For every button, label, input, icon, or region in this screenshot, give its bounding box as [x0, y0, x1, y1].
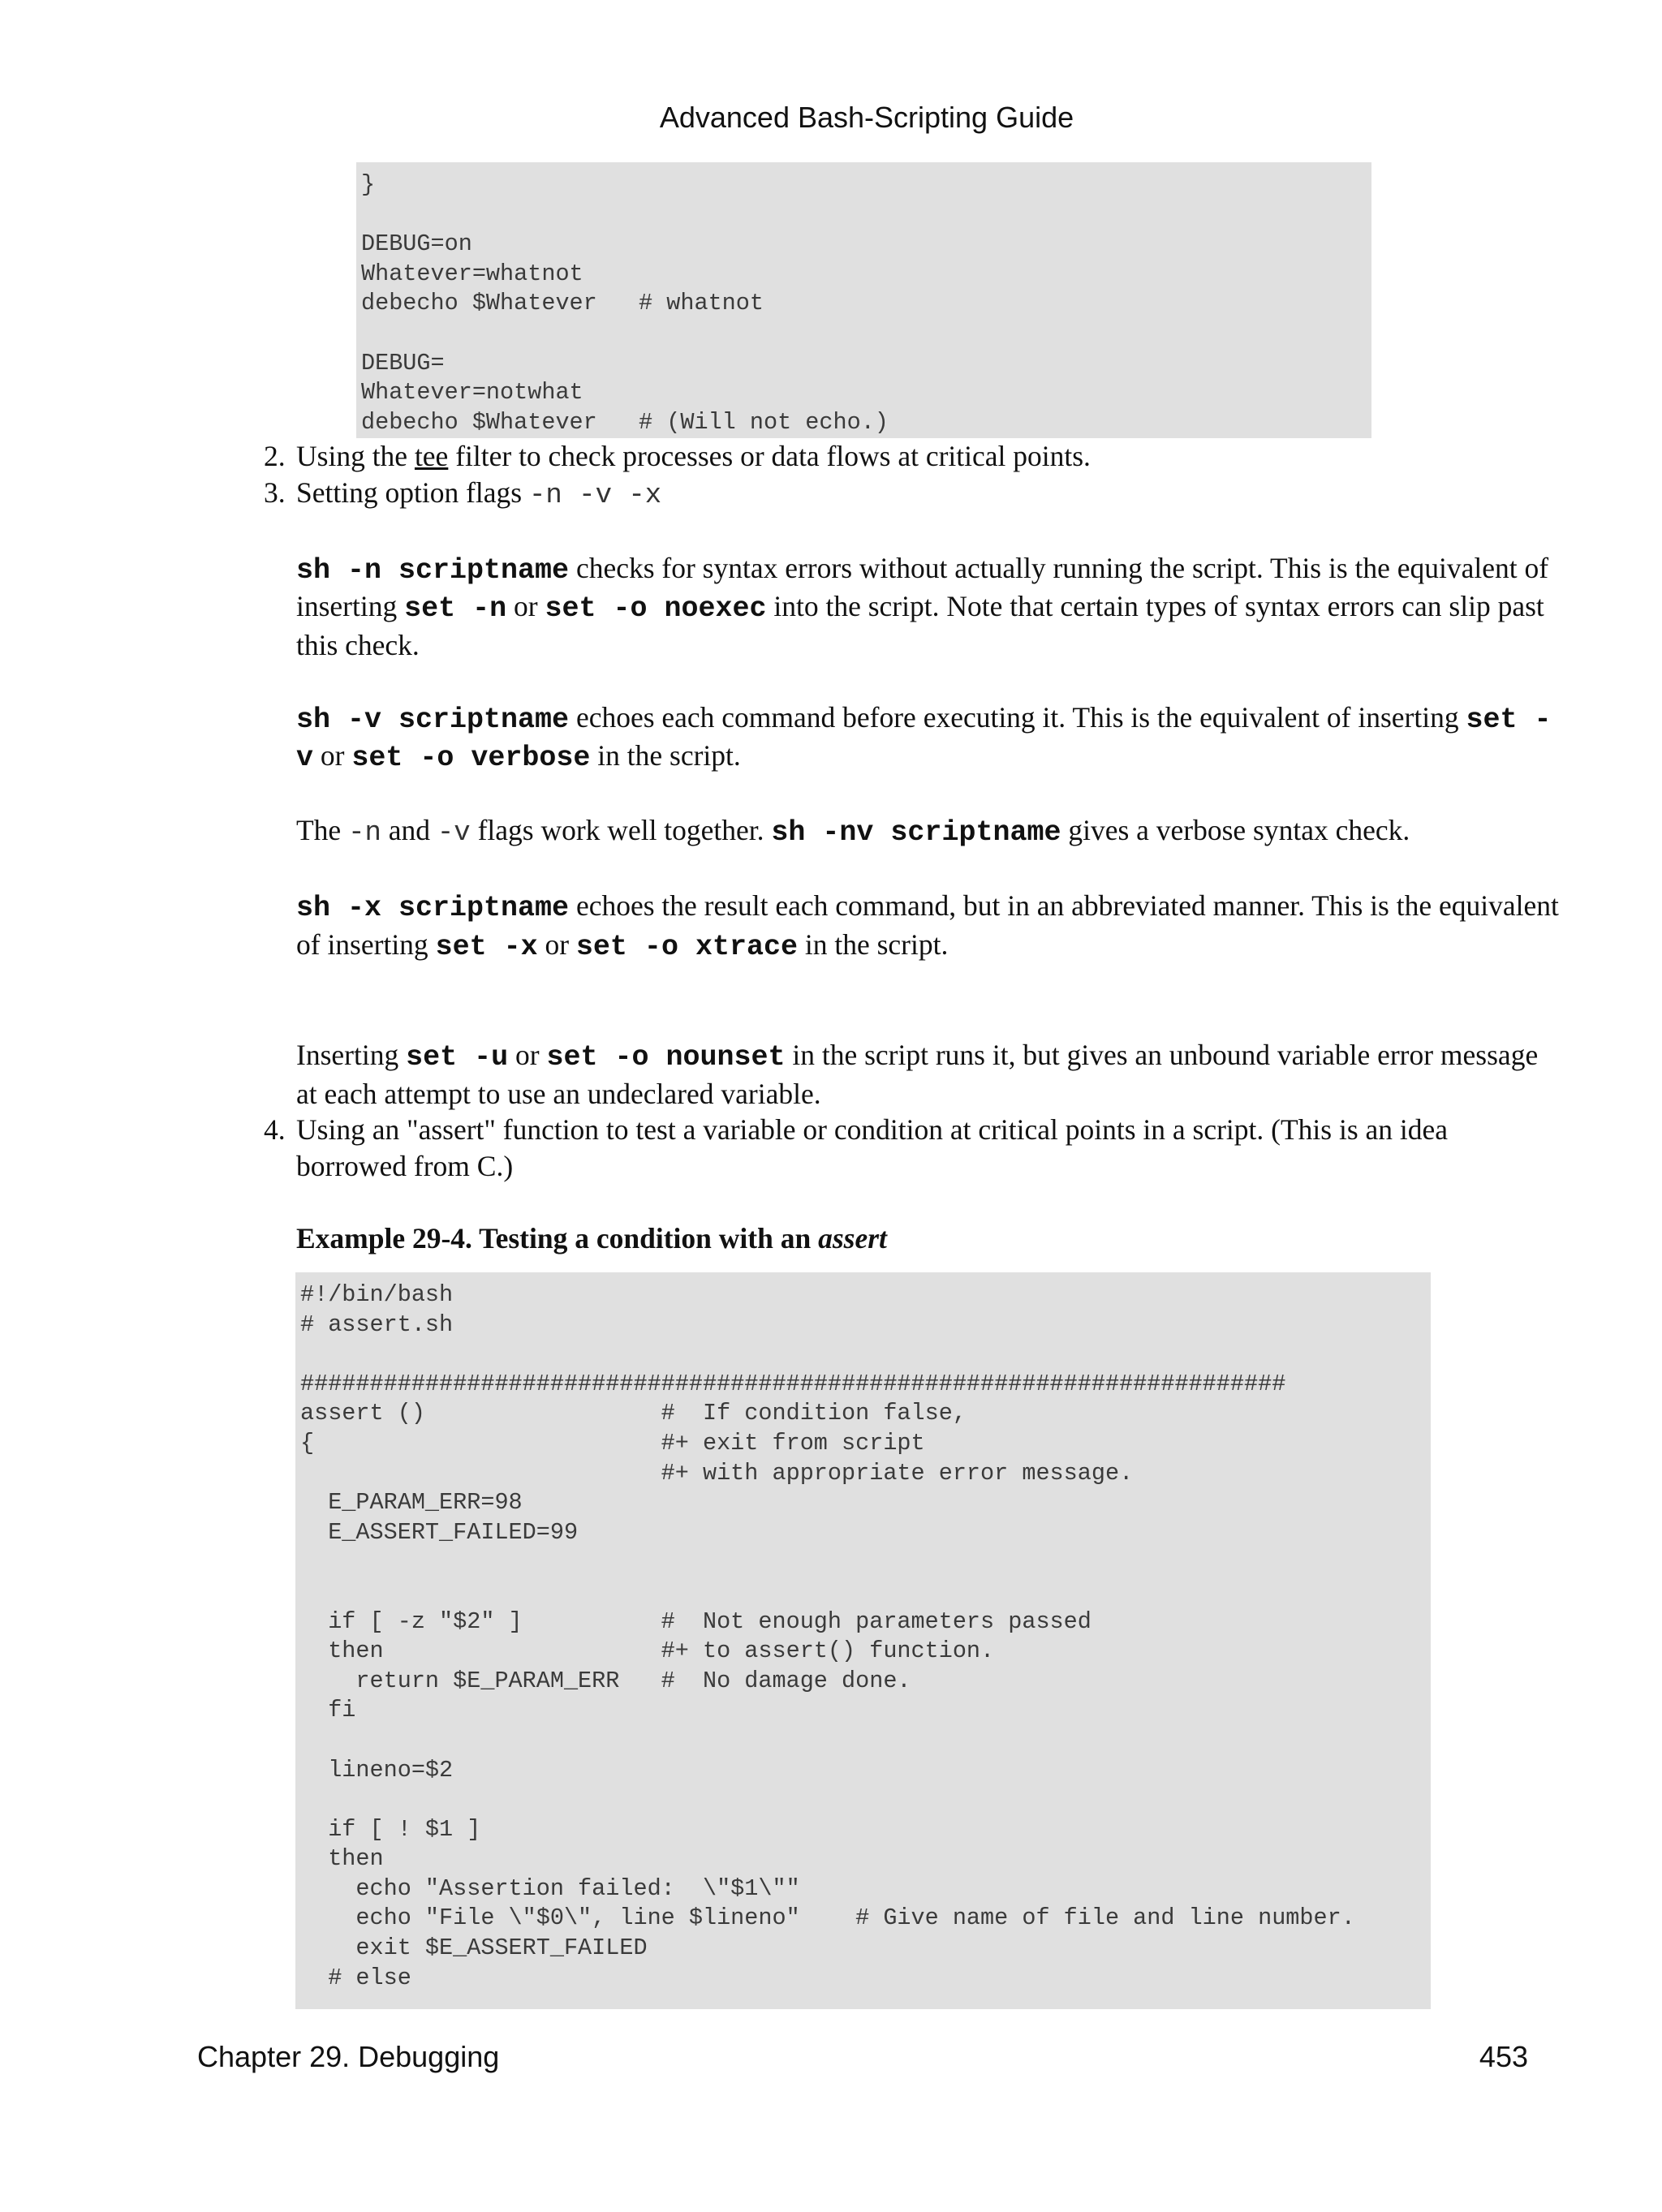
footer-chapter: Chapter 29. Debugging [197, 2040, 500, 2073]
text: in the script runs it, but gives an unbound variable error message at each attempt to use an undeclared variable. [296, 1039, 1539, 1110]
text: The [296, 814, 349, 846]
list-item-4 [264, 1112, 1562, 1256]
text: echoes the result each command, but in an abbreviated manner. This is the equivalent of inserting [296, 889, 1559, 961]
footer-page-number: 453 [1479, 2040, 1528, 2073]
item-intro [296, 475, 1562, 514]
command: set -o verbose [351, 742, 591, 774]
tee-link[interactable]: tee [414, 440, 449, 472]
command: set -v [296, 703, 1552, 774]
running-header: Advanced Bash-Scripting Guide [659, 101, 1074, 134]
text: or [506, 590, 545, 622]
text: or [508, 1039, 547, 1071]
text: in the script. [590, 739, 741, 772]
text: flags work well together. [470, 814, 772, 846]
item-text: filter to check processes or data flows at critical points. [448, 440, 1091, 472]
paragraph-set-u [296, 1037, 1562, 1112]
text: gives a verbose syntax check. [1061, 814, 1410, 846]
command: sh -nv scriptname [771, 816, 1061, 849]
text: into the script. Note that certain types of syntax errors can slip past this check. [296, 590, 1544, 661]
item-text: Using the [296, 440, 415, 472]
spacer [296, 965, 1562, 1001]
list-number: 3. [264, 476, 286, 509]
command: sh -x scriptname [296, 892, 570, 924]
command: sh -n scriptname [296, 553, 570, 587]
text: Inserting [296, 1039, 407, 1071]
intro-text: Setting option flags [296, 476, 529, 509]
option-flags: -n -v -x [528, 480, 662, 511]
command: set -n [404, 592, 507, 625]
paragraph-sh-nv [296, 812, 1562, 852]
flag: -n [348, 818, 381, 849]
command: set -u [406, 1041, 509, 1074]
command: set -o xtrace [575, 930, 798, 963]
text: in the script. [797, 927, 949, 961]
command: sh -v scriptname [296, 703, 570, 736]
list-item-2 [264, 438, 1562, 475]
text: and [381, 814, 437, 846]
paragraph-sh-n [296, 550, 1562, 664]
text: or [313, 739, 352, 772]
code-block-debecho: } DEBUG=on Whatever=whatnot debecho $Whatever # whatnot DEBUG= Whatever=notwhat debecho $Whatever # (Will not echo.) [356, 162, 1371, 438]
command: set -o noexec [545, 592, 767, 625]
main-content [264, 438, 1562, 1256]
code-block-assert: #!/bin/bash # assert.sh ####################################################################### assert () # If condition false, { #+ exit from script #+ with appropriate error message. E_PARAM_ERR=98 E_ASSERT_FAILED=99 if [ -z "$2" ] # Not enough parameters passed then #+ to assert() function. return $E_PARAM_ERR # No damage done. fi lineno=$2 if [ ! $1 ] then echo "Assertion failed: \"$1\"" echo "File \"$0\", line $lineno" # Give name of file and line number. exit $E_ASSERT_FAILED # else [295, 1272, 1431, 2009]
paragraph-sh-v [296, 699, 1562, 777]
text: or [537, 927, 576, 961]
example-title [296, 1220, 1562, 1257]
example-title-emphasis: assert [818, 1221, 887, 1254]
list-item-3 [264, 475, 1562, 1112]
command: set -x [435, 930, 538, 963]
item-text: Using an "assert" function to test a variable or condition at critical points in a script. (This is an idea borrowed from C.) [296, 1113, 1449, 1182]
text: checks for syntax errors without actually running the script. This is the equivalent of inserting [296, 551, 1549, 622]
example-title-text: Example 29-4. Testing a condition with an [296, 1221, 819, 1254]
command: set -o nounset [546, 1041, 786, 1074]
paragraph-sh-x [296, 888, 1562, 965]
list-number: 2. [264, 440, 286, 472]
flag: -v [437, 818, 471, 849]
list-number: 4. [264, 1113, 286, 1146]
text: echoes each command before executing it. This is the equivalent of inserting [569, 700, 1466, 734]
